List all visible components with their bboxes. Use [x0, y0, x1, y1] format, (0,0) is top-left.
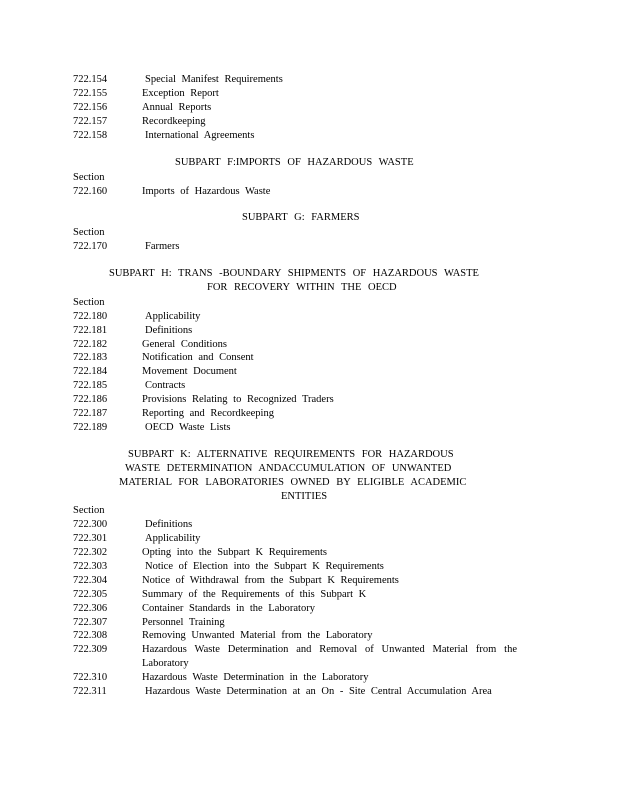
section-number: 722.183: [73, 352, 108, 363]
section-number: 722.310: [73, 672, 108, 683]
subpart-g-heading: SUBPART G: FARMERS: [242, 212, 360, 223]
subpart-h-heading-line-2: FOR RECOVERY WITHIN THE OECD: [207, 282, 397, 293]
toc-entry: [73, 87, 219, 100]
section-title: Personnel Training: [142, 617, 225, 628]
section-number: 722.181: [73, 325, 108, 336]
subpart-f-heading: SUBPART F:IMPORTS OF HAZARDOUS WASTE: [175, 157, 414, 168]
section-number: 722.303: [73, 561, 108, 572]
subpart-k-heading-line-3: MATERIAL FOR LABORATORIES OWNED BY ELIGIBLE ACADEMIC: [119, 477, 467, 488]
toc-entry: [73, 546, 327, 559]
section-title: Provisions Relating to Recognized Traders: [142, 394, 334, 405]
section-title: Notice of Withdrawal from the Subpart K Requirements: [142, 575, 399, 586]
section-title: OECD Waste Lists: [145, 422, 231, 433]
toc-entry: [73, 643, 517, 671]
section-title: Applicability: [145, 533, 201, 544]
section-title: Applicability: [145, 311, 201, 322]
toc-entry: [73, 629, 372, 642]
section-number: 722.311: [73, 686, 107, 697]
section-title: Hazardous Waste Determination in the Laboratory: [142, 672, 369, 683]
section-number: 722.156: [73, 102, 108, 113]
section-label: Section: [73, 172, 105, 183]
toc-entry: [73, 338, 227, 351]
section-number: 722.182: [73, 339, 108, 350]
section-title: Recordkeeping: [142, 116, 206, 127]
section-title: Hazardous Waste Determination and Removal of Unwanted Material from the Laboratory: [142, 644, 517, 669]
toc-entry: [73, 532, 200, 545]
toc-entry: [73, 560, 384, 573]
section-title: Container Standards in the Laboratory: [142, 603, 315, 614]
subpart-k-heading-line-2: WASTE DETERMINATION ANDACCUMULATION OF UNWANTED: [125, 463, 452, 474]
section-number: 722.302: [73, 547, 108, 558]
section-number: 722.155: [73, 88, 108, 99]
section-title: Special Manifest Requirements: [145, 74, 283, 85]
subpart-h-heading-line-1: SUBPART H: TRANS -BOUNDARY SHIPMENTS OF HAZARDOUS WASTE: [109, 268, 479, 279]
section-title: Hazardous Waste Determination at an On - Site Central Accumulation Area: [145, 686, 492, 697]
section-number: 722.180: [73, 311, 108, 322]
section-title: General Conditions: [142, 339, 227, 350]
section-title: Definitions: [145, 519, 193, 530]
subpart-k-heading-line-4: ENTITIES: [281, 491, 328, 502]
toc-entry: [73, 393, 334, 406]
section-title: Definitions: [145, 325, 193, 336]
section-number: 722.300: [73, 519, 108, 530]
toc-entry: [73, 310, 200, 323]
toc-entry: [73, 185, 270, 198]
section-number: 722.187: [73, 408, 108, 419]
section-title: Opting into the Subpart K Requirements: [142, 547, 328, 558]
section-number: 722.184: [73, 366, 108, 377]
toc-entry: [73, 115, 206, 128]
toc-entry: [73, 574, 399, 587]
section-number: 722.301: [73, 533, 108, 544]
section-number: 722.309: [73, 644, 108, 655]
section-label: Section: [73, 297, 105, 308]
section-number: 722.185: [73, 380, 108, 391]
section-number: 722.307: [73, 617, 108, 628]
section-number: 722.157: [73, 116, 108, 127]
section-number: 722.158: [73, 130, 108, 141]
toc-entry: [73, 602, 315, 615]
section-number: 722.160: [73, 186, 108, 197]
section-label: Section: [73, 227, 105, 238]
section-number: 722.305: [73, 589, 108, 600]
toc-entry: [73, 685, 492, 698]
section-title: Contracts: [145, 380, 186, 391]
toc-entry: [73, 101, 211, 114]
section-title: Removing Unwanted Material from the Laboratory: [142, 630, 373, 641]
section-title: Movement Document: [142, 366, 237, 377]
toc-entry: [73, 379, 185, 392]
section-number: 722.189: [73, 422, 108, 433]
toc-entry: [73, 588, 366, 601]
toc-entry: [73, 421, 230, 434]
section-number: 722.154: [73, 74, 108, 85]
toc-entry: [73, 324, 192, 337]
toc-entry: [73, 129, 254, 142]
section-label: Section: [73, 505, 105, 516]
toc-entry: [73, 616, 225, 629]
section-title: Farmers: [145, 241, 180, 252]
section-number: 722.306: [73, 603, 108, 614]
section-number: 722.186: [73, 394, 108, 405]
toc-entry: [73, 365, 237, 378]
section-title: Notice of Election into the Subpart K Requirements: [145, 561, 384, 572]
section-title: Annual Reports: [142, 102, 212, 113]
toc-entry: [73, 351, 254, 364]
toc-entry: [73, 240, 179, 253]
toc-entry: [73, 671, 369, 684]
section-title: Imports of Hazardous Waste: [142, 186, 271, 197]
section-title: Notification and Consent: [142, 352, 254, 363]
section-number: 722.170: [73, 241, 108, 252]
section-title: Summary of the Requirements of this Subpart K: [142, 589, 367, 600]
toc-entry: [73, 73, 283, 86]
toc-entry: [73, 518, 192, 531]
subpart-k-heading-line-1: SUBPART K: ALTERNATIVE REQUIREMENTS FOR HAZARDOUS: [128, 449, 454, 460]
section-number: 722.308: [73, 630, 108, 641]
section-number: 722.304: [73, 575, 108, 586]
toc-entry: [73, 407, 274, 420]
section-title: Reporting and Recordkeeping: [142, 408, 274, 419]
section-title: International Agreements: [145, 130, 255, 141]
section-title: Exception Report: [142, 88, 219, 99]
